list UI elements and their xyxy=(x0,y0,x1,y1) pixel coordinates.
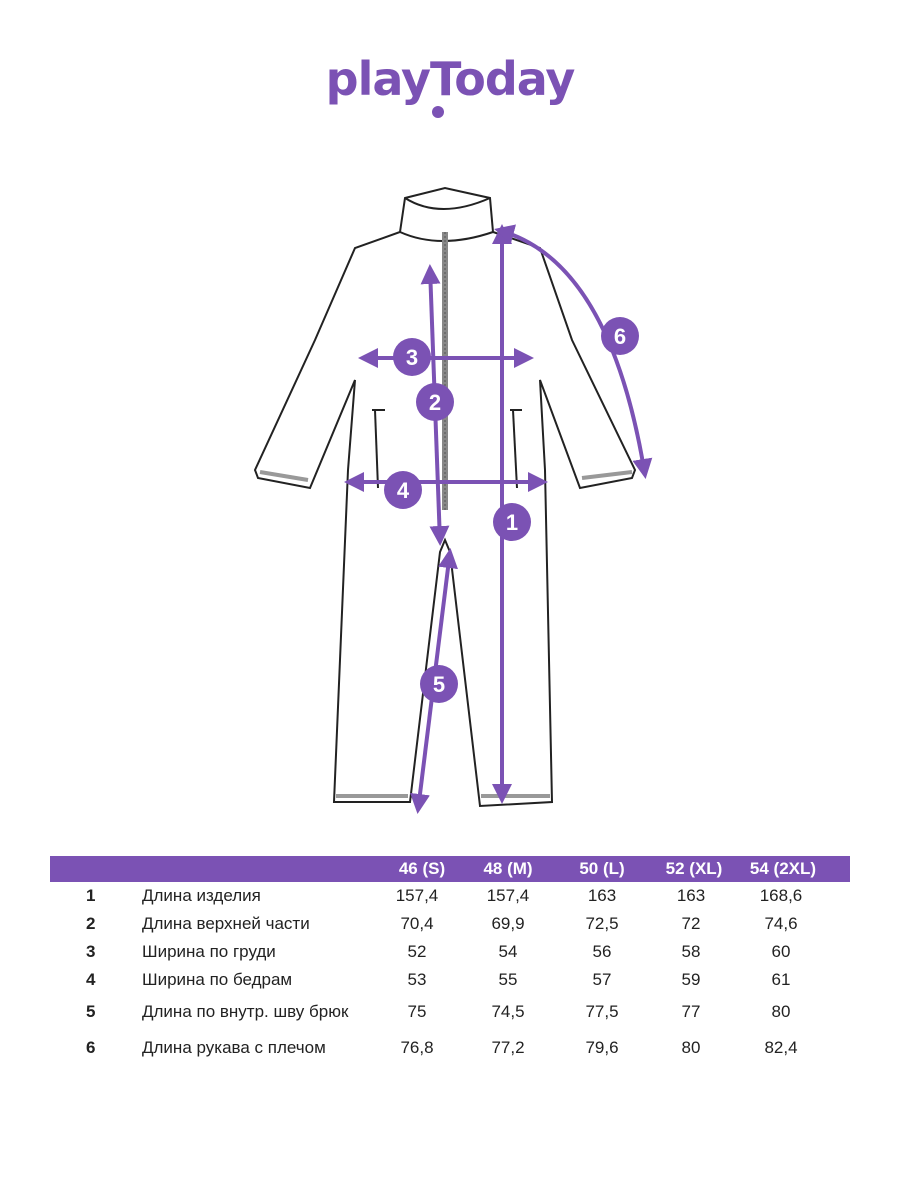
size-header: 48 (M) xyxy=(483,859,533,878)
marker-3 xyxy=(393,338,431,376)
marker-2 xyxy=(416,383,454,421)
svg-text:2: 2 xyxy=(428,390,442,415)
row-value: 75 xyxy=(407,1002,427,1021)
size-table-header xyxy=(50,856,850,882)
row-value: 54 xyxy=(498,942,518,961)
svg-text:5: 5 xyxy=(432,672,446,697)
row-number: 2 xyxy=(86,914,96,933)
table-row xyxy=(50,966,850,994)
row-value: 74,5 xyxy=(491,1002,525,1021)
row-value: 168,6 xyxy=(759,886,803,905)
row-value: 60 xyxy=(771,942,791,961)
row-value: 80 xyxy=(681,1038,701,1057)
row-number: 1 xyxy=(86,886,96,905)
row-value: 57 xyxy=(592,970,612,989)
row-value: 53 xyxy=(407,970,427,989)
size-table xyxy=(50,856,850,1062)
row-value: 52 xyxy=(407,942,427,961)
row-value: 58 xyxy=(681,942,701,961)
table-row xyxy=(50,998,850,1026)
size-header: 46 (S) xyxy=(398,859,446,878)
marker-1 xyxy=(493,503,531,541)
table-row xyxy=(50,882,850,910)
row-value: 163 xyxy=(587,886,617,905)
row-value: 157,4 xyxy=(395,886,439,905)
row-value: 61 xyxy=(771,970,791,989)
brand-logo: playToday xyxy=(325,52,575,106)
row-name: Длина верхней части xyxy=(142,914,310,933)
row-value: 77,5 xyxy=(585,1002,619,1021)
row-name: Длина изделия xyxy=(142,886,261,905)
svg-text:4: 4 xyxy=(396,478,410,503)
row-value: 72,5 xyxy=(585,914,619,933)
row-value: 56 xyxy=(592,942,612,961)
row-name: Длина по внутр. шву брюк xyxy=(142,1002,349,1021)
svg-text:6: 6 xyxy=(613,324,627,349)
brand-logo-dot xyxy=(432,106,444,118)
table-row xyxy=(50,938,850,966)
row-value: 74,6 xyxy=(764,914,798,933)
row-value: 72 xyxy=(681,914,701,933)
table-row xyxy=(50,1034,850,1062)
row-value: 69,9 xyxy=(491,914,525,933)
row-name: Ширина по груди xyxy=(142,942,276,961)
jumpsuit-outline xyxy=(255,188,635,806)
row-number: 4 xyxy=(86,970,96,989)
marker-4 xyxy=(384,471,422,509)
svg-text:3: 3 xyxy=(405,345,419,370)
row-name: Длина рукава с плечом xyxy=(142,1038,326,1057)
row-value: 79,6 xyxy=(585,1038,619,1057)
jumpsuit-measurement-diagram xyxy=(0,170,900,850)
row-value: 59 xyxy=(681,970,701,989)
svg-text:1: 1 xyxy=(505,510,519,535)
row-value: 77,2 xyxy=(491,1038,525,1057)
row-value: 163 xyxy=(676,886,706,905)
marker-5 xyxy=(420,665,458,703)
marker-6 xyxy=(601,317,639,355)
row-value: 80 xyxy=(771,1002,791,1021)
row-value: 55 xyxy=(498,970,518,989)
row-number: 3 xyxy=(86,942,96,961)
size-header: 52 (XL) xyxy=(665,859,723,878)
size-header: 54 (2XL) xyxy=(749,859,817,878)
row-value: 157,4 xyxy=(486,886,530,905)
row-value: 77 xyxy=(681,1002,701,1021)
row-number: 5 xyxy=(86,1002,96,1021)
size-header: 50 (L) xyxy=(579,859,625,878)
table-row xyxy=(50,910,850,938)
row-value: 76,8 xyxy=(400,1038,434,1057)
row-value: 70,4 xyxy=(400,914,434,933)
row-number: 6 xyxy=(86,1038,96,1057)
row-name: Ширина по бедрам xyxy=(142,970,293,989)
row-value: 82,4 xyxy=(764,1038,798,1057)
